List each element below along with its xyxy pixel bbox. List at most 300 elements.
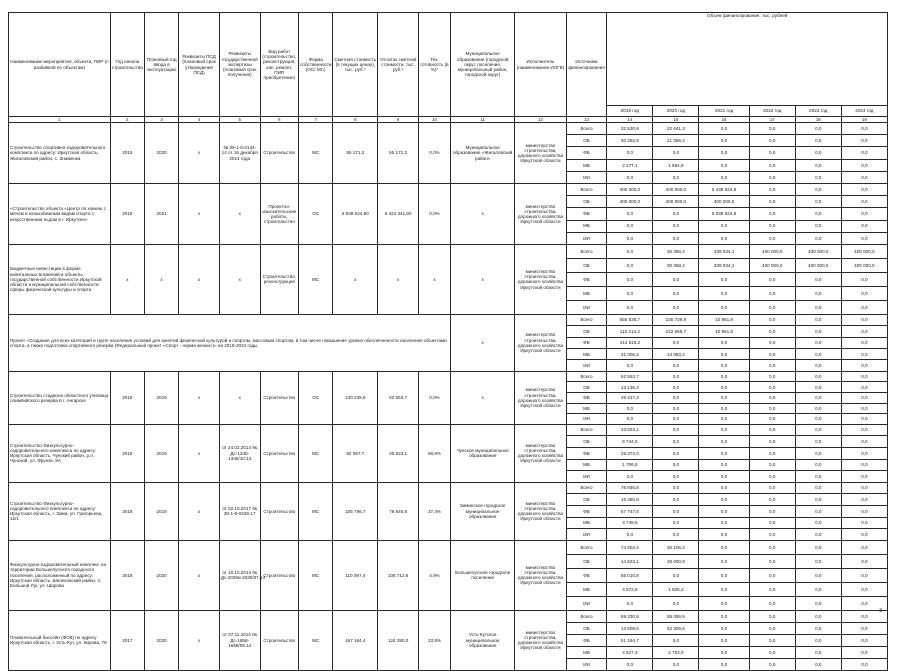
funding-value: 0,0 [841,494,887,506]
funding-value: 0,0 [841,123,887,135]
funding-value: 0,0 [699,634,749,646]
funding-value: 0,0 [795,196,841,208]
funding-source: ИИ [566,300,607,314]
funding-value: 15 350,6 [607,494,653,506]
funding-value: 0,0 [841,314,887,325]
funding-value: 51 194,7 [607,634,653,646]
estimate-cost: х [333,244,378,314]
funding-value: 0,0 [795,393,841,404]
executor: министерство строительства, дорожного хозяйства Иркутской области [515,540,566,610]
funding-value: 0,0 [749,403,795,414]
funding-value: 0,0 [699,135,749,147]
funding-value: 0,0 [607,596,653,610]
funding-value: 0,0 [653,220,699,232]
funding-value: 62 553,7 [607,371,653,382]
funding-value: 0,0 [841,286,887,300]
funding-source: ИИ [566,360,607,371]
funding-value: 0,0 [795,582,841,596]
funding-value: 0,0 [749,414,795,425]
funding-value: 0,0 [795,135,841,147]
funding-value: 0,0 [795,568,841,582]
executor: министерство строительства, дорожного хозяйства Иркутской области [515,424,566,482]
executor: министерство строительства, дорожного хозяйства Иркутской области [515,314,566,371]
psd-details: х [179,540,220,610]
column-number: 14 [607,117,653,123]
funding-source: МБ [566,517,607,529]
municipal-formation: х [451,314,515,371]
funding-value: 0,0 [749,393,795,404]
funding-value: 0,0 [795,447,841,459]
header-executor: Исполнитель (наименование ИОГВ) [515,13,566,117]
funding-value: 1 584,9 [653,159,699,171]
object-name: Плавательный бассейн (ФОК) по адресу Иркутская область, г. Усть-Кут, ул. Кирова, 78 [9,610,111,670]
funding-value: 0,0 [841,582,887,596]
funding-value: 222 656,7 [653,326,699,337]
end-year: 2020 [144,123,178,184]
work-type: Строительство [260,424,299,482]
funding-value: 0,0 [699,658,749,670]
column-number: 1 [9,117,111,123]
work-type: Проектно-изыскательские работы, строительство [260,183,299,244]
funding-value: 10 961,8 [699,314,749,325]
funding-value: 0,0 [749,459,795,471]
funding-value: 0,0 [795,314,841,325]
funding-source: Всего [566,371,607,382]
end-year: 2021 [144,183,178,244]
funding-value: 0,0 [795,540,841,554]
funding-value: 0,0 [749,382,795,393]
funding-value: 0,0 [749,482,795,494]
funding-value: 55 059,5 [653,610,699,622]
funding-source: Всего [566,183,607,195]
funding-value: 0,0 [795,349,841,360]
column-number: 13 [566,117,607,123]
object-name: Строительство спортивно-оздоровительного комплекса по адресу: Иркутская область, Жигаловский район, с. Знаменка [9,123,111,184]
column-number: 12 [515,117,566,123]
funding-source: МБ [566,459,607,471]
funding-value: 0,0 [795,382,841,393]
table-row [9,244,888,258]
funding-value: 0,0 [841,646,887,658]
column-number: 8 [333,117,378,123]
column-number: 3 [144,117,178,123]
funding-value: 400 000,0 [607,196,653,208]
funding-value: 0,0 [749,314,795,325]
end-year: х [144,244,178,314]
funding-value: 0,0 [841,424,887,436]
funding-value: 28 600,9 [653,554,699,568]
funding-value: 400 000,0 [607,183,653,195]
funding-value: 0,0 [841,196,887,208]
work-type: Строительство, реконструкция [260,244,299,314]
object-name: «Строительство объекта «Центр по хоккею с мячом и конькобежным видам спорта с искусственным льдом в г. Иркутске» [9,183,111,244]
funding-value: 0,0 [699,436,749,448]
header-end-year: Плановый год ввода в эксплуатацию [144,13,178,117]
funding-value: 0,0 [749,646,795,658]
funding-source: ОБ [566,382,607,393]
header-start-year: Год начала строительства [110,13,144,117]
end-year: 2019 [144,424,178,482]
funding-value: 69 330,5 [607,610,653,622]
funding-value: 0,0 [795,123,841,135]
funding-value: 0,0 [841,610,887,622]
column-number: 9 [378,117,419,123]
funding-value: 49 417,4 [607,393,653,404]
funding-value: 0,0 [699,159,749,171]
funding-value: 0,0 [653,171,699,183]
end-year: 2019 [144,371,178,424]
funding-value: 0,0 [841,171,887,183]
funding-value: 2 753,0 [653,646,699,658]
funding-value: 400 000,0 [795,244,841,258]
funding-value: 6 744,5 [607,436,653,448]
funding-value: 0,0 [841,568,887,582]
funding-source: ОБ [566,196,607,208]
page-number: 3 [879,608,882,614]
funding-value: 0,0 [749,232,795,244]
funding-value: 0,0 [795,414,841,425]
funding-value: 4 527,3 [607,646,653,658]
estimate-cost: 82 097,7 [333,424,378,482]
table-row [9,123,888,135]
funding-value: 0,0 [841,505,887,517]
funding-value: 0,0 [607,272,653,286]
funding-value: 0,0 [841,436,887,448]
expertise-details: № 38-1-6-0134-14 от 16 декабря 2014 года [219,123,260,184]
funding-value: 0,0 [653,382,699,393]
header-municipal: Муниципальное образование (городской округ, поселение, муниципальный район, городской округ) [451,13,515,117]
funding-source: ИИ [566,414,607,425]
funding-source: ФБ [566,208,607,220]
funding-value: 0,0 [749,220,795,232]
funding-value: 0,0 [653,529,699,541]
funding-value: 0,0 [699,459,749,471]
funding-value: 0,0 [699,540,749,554]
header-year: 2019 год [607,106,653,117]
funding-value: 0,0 [795,326,841,337]
funding-value: 0,0 [795,159,841,171]
funding-value: 0,0 [653,371,699,382]
funding-value: 0,0 [749,471,795,483]
funding-value: 0,0 [749,208,795,220]
funding-value: 0,0 [749,634,795,646]
funding-value: 0,0 [749,349,795,360]
funding-source: ИИ [566,596,607,610]
funding-value: 0,0 [749,517,795,529]
estimate-cost: 110 097,4 [333,540,378,610]
funding-value: 0,0 [699,232,749,244]
table-row [9,314,888,325]
funding-value: 0,0 [795,272,841,286]
funding-value: 0,0 [795,494,841,506]
remainder-cost: 55 171,3 [378,123,419,184]
funding-source: Всего [566,123,607,135]
remainder-cost: 124 390,0 [378,610,419,670]
funding-value: 0,0 [749,337,795,348]
funding-value: 13 136,3 [607,382,653,393]
funding-value: 0,0 [607,300,653,314]
psd-details: х [179,244,220,314]
funding-value: 0,0 [607,147,653,159]
table-row [9,482,888,494]
funding-value: 0,0 [607,286,653,300]
funding-value: 0,0 [653,286,699,300]
municipal-formation: Зиминское городское муниципальное образование [451,482,515,540]
municipal-formation: Усть-Кутское муниципальное образование [451,610,515,670]
funding-value: 339 034,1 [699,244,749,258]
funding-value: 0,0 [653,505,699,517]
funding-value: 0,0 [841,183,887,195]
funding-value: 0,0 [795,646,841,658]
funding-value: 0,0 [749,658,795,670]
funding-value: 339 034,1 [699,258,749,272]
funding-value: 0,0 [749,135,795,147]
funding-value: 0,0 [841,135,887,147]
tech-readiness: 27,4% [418,482,450,540]
municipal-formation: х [451,371,515,424]
funding-value: 0,0 [699,360,749,371]
work-type: Строительство [260,482,299,540]
object-name: Строительство Физкультурно-оздоровительного комплекса по адресу: Иркутская область, Чунский район, р.п. Чунский, ул. Фрунзе, 9А [9,424,111,482]
funding-value: 0,0 [699,171,749,183]
funding-source: ИИ [566,232,607,244]
header-name: Наименование мероприятия, объекта, ПИР (с разбивкой по объектам) [9,13,111,117]
funding-value: 0,0 [749,159,795,171]
funding-value: 0,0 [795,529,841,541]
funding-value: 13 083,2 [653,349,699,360]
funding-value: 0,0 [749,424,795,436]
funding-value: 0,0 [699,424,749,436]
funding-value: 0,0 [795,436,841,448]
tech-readiness: 0,0% [418,371,450,424]
column-number: 16 [699,117,749,123]
funding-value: 0,0 [841,634,887,646]
table-row [9,540,888,554]
funding-value: 5 438 624,8 [699,183,749,195]
funding-value: 0,0 [749,147,795,159]
funding-source: ОБ [566,622,607,634]
funding-value: 0,0 [841,622,887,634]
end-year: 2019 [144,482,178,540]
funding-source: ОБ [566,135,607,147]
remainder-cost: 35 823,1 [378,424,419,482]
funding-value: 0,0 [653,300,699,314]
remainder-cost: 76 846,8 [378,482,419,540]
funding-value: 0,0 [699,286,749,300]
funding-value: 31 006,3 [607,349,653,360]
work-type: Строительство [260,540,299,610]
funding-value: 0,0 [699,147,749,159]
work-type: Строительство [260,371,299,424]
municipal-formation: х [451,183,515,244]
tech-readiness: 4,9% [418,540,450,610]
funding-value: 14 623,1 [607,554,653,568]
funding-value: 2 277,1 [607,159,653,171]
tech-readiness: х [418,244,450,314]
funding-value: 30 368,4 [653,244,699,258]
funding-value: 0,0 [607,414,653,425]
ownership-form: ОС [299,371,333,424]
psd-details: х [179,123,220,184]
funding-value: 0,0 [795,403,841,414]
table-row [9,371,888,382]
funding-value: 0,0 [607,171,653,183]
funding-value: 0,0 [795,147,841,159]
header-readiness: Тех. готовность (в %)* [418,13,450,117]
end-year: 2020 [144,540,178,610]
funding-value: 0,0 [699,414,749,425]
funding-value: 0,0 [653,482,699,494]
funding-value: 0,0 [841,300,887,314]
investment-table-sheet [8,12,888,667]
expertise-details: х [219,371,260,424]
funding-value: 30 106,2 [653,540,699,554]
funding-source: Всего [566,482,607,494]
funding-value: 32 530,9 [607,123,653,135]
funding-source: МБ [566,646,607,658]
funding-value: 0,0 [749,286,795,300]
funding-source: Всего [566,610,607,622]
funding-value: 0,0 [795,634,841,646]
expertise-details: от 10.10.2014 № Дс-2030и-2030/07.14 [219,540,260,610]
funding-value: 0,0 [699,529,749,541]
expertise-details: х [219,183,260,244]
funding-value: 0,0 [841,337,887,348]
funding-value: 0,0 [795,658,841,670]
funding-value: 0,0 [795,208,841,220]
funding-source: ФБ [566,337,607,348]
funding-value: 0,0 [653,517,699,529]
table-row [9,610,888,622]
header-remainder: Остаток сметной стоимости, тыс. руб.* [378,13,419,117]
funding-value: 0,0 [795,517,841,529]
funding-value: 10 961,8 [699,326,749,337]
funding-value: 0,0 [749,447,795,459]
estimate-cost: 130 239,6 [333,371,378,424]
funding-value: 0,0 [607,220,653,232]
funding-value: 57 747,6 [607,505,653,517]
psd-details: х [179,610,220,670]
funding-value: 0,0 [699,403,749,414]
column-number: 19 [841,117,887,123]
executor: министерство строительства, дорожного хозяйства Иркутской области [515,183,566,244]
project-name: Проект «Создание для всех категорий и групп населения условий для занятий физической культурой и спортом, массовым спортом, в том числе повышение уровня обеспеченности населения объектами спорта, а также подготовка спортивного резерва (Федеральный проект «Спорт - норма жизни»)» на 2019-2024 годы [9,314,451,371]
funding-value: 4 972,5 [607,582,653,596]
funding-value: 0,0 [841,529,887,541]
funding-value: 0,0 [653,393,699,404]
municipal-formation: х [451,244,515,314]
funding-value: 0,0 [841,517,887,529]
executor: министерство строительства, дорожного хозяйства Иркутской области [515,482,566,540]
funding-value: 0,0 [699,272,749,286]
remainder-cost: 106 712,6 [378,540,419,610]
executor: министерство строительства, дорожного хозяйства Иркутской области [515,244,566,314]
funding-value: 0,0 [699,349,749,360]
funding-source: ФБ [566,634,607,646]
work-type: Строительство [260,123,299,184]
funding-value: 22 641,3 [653,123,699,135]
funding-value: 0,0 [699,371,749,382]
funding-value: 400 000,0 [841,258,887,272]
tech-readiness: 23,8% [418,610,450,670]
funding-value: 0,0 [607,232,653,244]
funding-value: 0,0 [653,414,699,425]
column-number: 6 [260,117,299,123]
funding-value: 0,0 [795,610,841,622]
start-year: 2017 [110,610,144,670]
funding-value: 74 603,4 [607,540,653,554]
header-year: 2022 год [749,106,795,117]
funding-source: МБ [566,582,607,596]
start-year: 2018 [110,183,144,244]
ownership-form: МС [299,244,333,314]
funding-value: 400 000,0 [841,244,887,258]
funding-value: 0,0 [841,349,887,360]
table-row [9,183,888,195]
funding-value: 55 010,8 [607,568,653,582]
investment-table [8,12,888,671]
funding-value: 0,0 [699,447,749,459]
funding-value: 3 748,6 [607,517,653,529]
funding-value: 0,0 [795,482,841,494]
funding-value: 0,0 [699,220,749,232]
funding-value: 0,0 [795,360,841,371]
funding-value: 21 056,4 [653,135,699,147]
funding-source: Всего [566,540,607,554]
funding-source: ОБ [566,436,607,448]
funding-value: 110 214,2 [607,326,653,337]
table-row [9,424,888,436]
funding-value: 235 739,9 [653,314,699,325]
funding-value: 555 835,7 [607,314,653,325]
funding-value: 0,0 [653,208,699,220]
funding-value: 0,0 [795,171,841,183]
funding-value: 0,0 [841,208,887,220]
expertise-details: от 07.11.2014 № Дс-1658-1658/09.14 [219,610,260,670]
estimate-cost: 6 638 624,80 [333,183,378,244]
column-number: 5 [219,117,260,123]
header-ownership: Форма собственности (ОС/ МС) [299,13,333,117]
funding-value: 0,0 [795,459,841,471]
funding-source: ИИ [566,171,607,183]
funding-value: 13 608,5 [607,622,653,634]
funding-value: 0,0 [749,622,795,634]
executor: министерство строительства, дорожного хозяйства Иркутской области [515,123,566,184]
estimate-cost: 55 171,3 [333,123,378,184]
funding-value: 0,0 [607,529,653,541]
funding-value: 0,0 [795,596,841,610]
ownership-form: МС [299,540,333,610]
start-year: 2018 [110,540,144,610]
funding-value: 0,0 [699,123,749,135]
funding-value: 0,0 [699,596,749,610]
header-year: 2020 год [653,106,699,117]
object-name: Строительство стадиона областного училища олимпийского резерва в г. Ангарске [9,371,111,424]
funding-value: 0,0 [749,596,795,610]
funding-value: 0,0 [749,505,795,517]
funding-value: 0,0 [841,414,887,425]
funding-value: 0,0 [699,382,749,393]
expertise-details: от 24.02.2014 № Дс-1345-1345/10.13 [219,424,260,482]
header-sources: Источники финансирования [566,13,607,117]
ownership-form: МС [299,123,333,184]
funding-value: 0,0 [607,244,653,258]
funding-value: 0,0 [795,505,841,517]
funding-value: 0,0 [699,337,749,348]
funding-value: 0,0 [653,494,699,506]
funding-value: 0,0 [841,220,887,232]
funding-value: 0,0 [749,196,795,208]
